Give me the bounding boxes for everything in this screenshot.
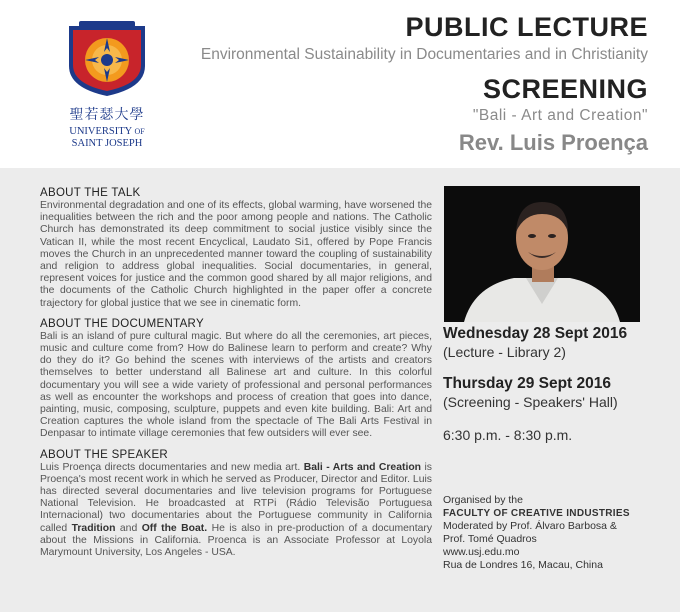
event-time: 6:30 p.m. - 8:30 p.m. xyxy=(443,427,573,443)
lecture-date: Wednesday 28 Sept 2016 xyxy=(443,325,628,342)
speaker-photo xyxy=(444,186,640,322)
logo-english-name: UNIVERSITY OF SAINT JOSEPH xyxy=(69,126,145,149)
content-panel xyxy=(0,168,680,612)
speaker-name: Rev. Luis Proença xyxy=(458,130,648,155)
talk-title: ABOUT THE TALK xyxy=(40,187,141,199)
description-column xyxy=(40,186,432,566)
documentary-body: Bali is an island of pure cultural magic. But where do all the ceremonies, art pieces, music and culture come from? How do Balinese learn to perform and create? Why do they do it? Go behind the scenes with interviews of the artists and creators themselves to better understand all Balinese art and culture. In this colorful documentary you will see a wide variety of professional and personal performances as well as encounter the workshops and process of creation that goes into dance, painting, music, composing, sculpture, puppets and even kite building. Bali: Art and Creation captures the whole island from the spectacle of The Bali Arts Festival in Denpasar to intimate village ceremonies that few outsiders will ever see. xyxy=(40,330,432,440)
lecture-subtitle: Environmental Sustainability in Documentaries and in Christianity xyxy=(200,46,648,63)
moderators-line2: Prof. Tomé Quadros xyxy=(443,533,537,545)
schedule xyxy=(443,324,673,445)
screening-subtitle: "Bali - Art and Creation" xyxy=(472,107,648,124)
header xyxy=(0,0,680,168)
screening-location: (Screening - Speakers' Hall) xyxy=(443,394,618,410)
screening-title: SCREENING xyxy=(482,74,648,104)
university-crest-icon xyxy=(65,18,149,98)
public-lecture-title: PUBLIC LECTURE xyxy=(405,12,648,42)
faculty-name: FACULTY OF CREATIVE INDUSTRIES xyxy=(443,508,630,519)
university-logo xyxy=(62,18,152,150)
lecture-location: (Lecture - Library 2) xyxy=(443,344,566,360)
logo-chinese-name: 聖若瑟大學 xyxy=(69,107,145,123)
header-titles xyxy=(201,10,648,158)
website-link[interactable]: www.usj.edu.mo xyxy=(443,546,520,558)
talk-body: Environmental degradation and one of its effects, global warming, have worsened the inequalities between the rich and the poor among people and nations. The Catholic Church has demonstrated its deep commitment to social justice visibly since the Vatican II, while the most recent Encyclical, Laudato Si1, offered by Pope Francis moves the Church in an unprecedented manner toward the coupling of sustainability and religion to address global inequalities. Social documentaries, in general, represent voices for justice and the common good shared by all major religions, and the documents of the Catholic Church highlighted in the paper offer a concrete trajectory for global justice that we see in cinematic form. xyxy=(40,200,433,309)
moderators-line1: Moderated by Prof. Álvaro Barbosa & xyxy=(443,520,617,532)
address: Rua de Londres 16, Macau, China xyxy=(443,559,603,571)
screening-date: Thursday 29 Sept 2016 xyxy=(443,375,611,392)
organised-by-label: Organised by the xyxy=(443,494,523,506)
documentary-title: ABOUT THE DOCUMENTARY xyxy=(40,317,204,330)
organiser-info xyxy=(443,494,673,572)
speaker-section-title: ABOUT THE SPEAKER xyxy=(40,448,169,461)
speaker-body: Luis Proença directs documentaries and new media art. Bali - Arts and Creation is Proença's most recent work in which he served as Producer, Director and Editor. Luis has directed several documentaries and live television programs for Portuguese National Television. He broadcasted at RTPi (Rádio Televisão Portuguesa Internacional) two documentaries about the Portuguese community in California called Tradition and Off the Boat. He is also in pre-production of a documentary about the Missions in California. Proenca is an Associate Professor at Loyola Marymount University, Los Angeles - USA. xyxy=(40,461,433,559)
